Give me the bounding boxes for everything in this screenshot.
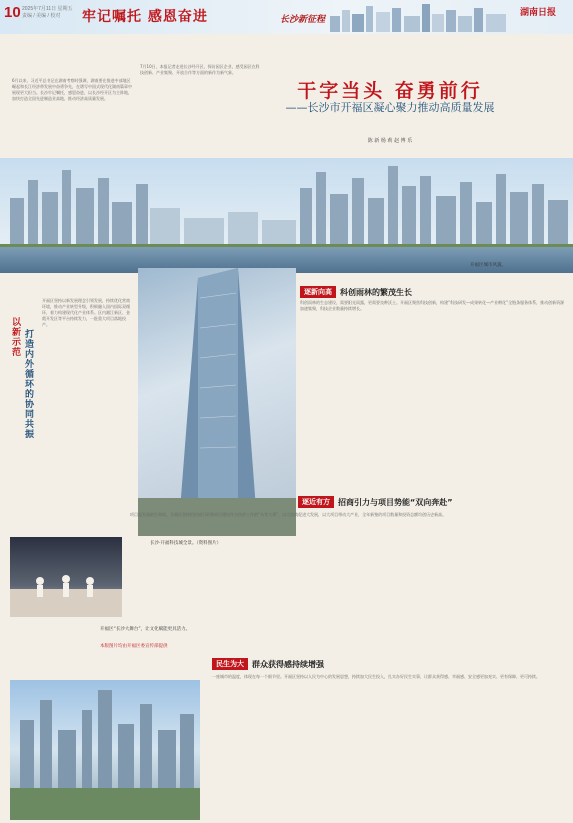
science-city-caption: 长沙·开福科技城全景。（资料图片） <box>150 541 222 546</box>
side-article-text: 开福区坚持以新发展理念引领发展，持续优化营商环境，推动产业转型升级，积极融入国内国际双循环，着力构建现代化产业体系。区内湘江新区、金霞开发区等平台持续发力，一批重大项目落地投产。 <box>42 298 130 327</box>
headline: 干字当头 奋勇前行 <box>297 80 483 102</box>
city-panorama-photo <box>0 158 573 273</box>
district-aerial-photo <box>10 680 200 820</box>
photo-credit: 本版图片均由开福区委宣传部提供 <box>100 644 168 649</box>
byline: 陈 新 杨 莉 赵 博 乐 <box>367 138 413 144</box>
stage-illustration <box>10 537 122 617</box>
science-city-photo <box>138 268 296 536</box>
header-skyline-graphic <box>330 2 510 32</box>
issue-date: 2025年7月11日 星期五 <box>22 6 73 12</box>
intro-column-1: 6月以来，习近平总书记在湖南考察时强调，湖南要在推进中部地区崛起和长江经济带发展中奋勇争先，在谱写中国式现代化湖南篇章中展现更大担当。长沙牢记嘱托，感恩奋进，以长沙经开区为主阵地，加快打造全国先进制造业高地，推动经济高质量发展。 <box>12 78 132 101</box>
newspaper-logo: 湖南日报 <box>520 8 557 18</box>
stage-photo-caption: 开福区“长沙大舞台”，让文化赋能更具活力。 <box>100 627 191 632</box>
column-title: 牢记嘱托 感恩奋进 <box>82 9 208 25</box>
section-heading-1 <box>300 286 412 298</box>
section-title-1: 科创雨林的繁茂生长 <box>340 287 412 297</box>
subheadline: ——长沙市开福区凝心聚力推动高质量发展 <box>285 101 495 114</box>
section-heading-2 <box>298 496 453 508</box>
page-number: 10 <box>4 4 21 21</box>
intro-column-2: 7月10日，本报记者走进长沙经开区，探访园区企业，感受园区在科技创新、产业集聚、开放合作等方面的新作为新气象。 <box>140 64 260 75</box>
tower-illustration <box>138 268 296 536</box>
side-label-secondary: 打造内外循环的协同共振 <box>25 330 35 440</box>
section-text-2: 项目是发展的生命线。开福区坚持把招商引资和项目建设作为经济工作的“头等大事”，以大招商促进大发展，以大项目带动大产业，全年新签约项目数量和投资总额均创历史新高。 <box>130 512 447 517</box>
section-title-2: 招商引力与项目势能“双向奔赴” <box>338 497 453 507</box>
aerial-illustration <box>10 680 200 820</box>
section-text-1: 科创雨林的生态建设，需要阳光雨露，更需要良种沃土。开福区聚焦科技创新，构建“科技研发—成果转化—产业孵化”全链条服务体系，推动创新资源加速集聚，科技企业数量持续增长。 <box>300 300 565 311</box>
stage-performance-photo <box>10 537 122 617</box>
section-heading-3 <box>212 658 324 670</box>
city-photo-caption: 开福区城市风貌。 <box>470 263 506 268</box>
section-tag-3: 民生为大 <box>212 658 248 670</box>
editor-line: 责编 / 美编 / 校对 <box>22 13 61 19</box>
section-title-3: 群众获得感持续增强 <box>252 659 324 669</box>
section-text-3: 一座城市的温度，体现在每一个细节里。开福区坚持以人民为中心的发展思想，持续加大民生投入，扎实办好民生实事，让群众获得感、幸福感、安全感更加充实、更有保障、更可持续。 <box>212 674 540 679</box>
section-tag-1: 逐新向高 <box>300 286 336 298</box>
side-label-primary: 以新示范 <box>12 318 22 358</box>
date-line <box>22 6 82 20</box>
column-subtitle: 长沙新征程 <box>280 15 326 25</box>
section-tag-2: 逐近有方 <box>298 496 334 508</box>
